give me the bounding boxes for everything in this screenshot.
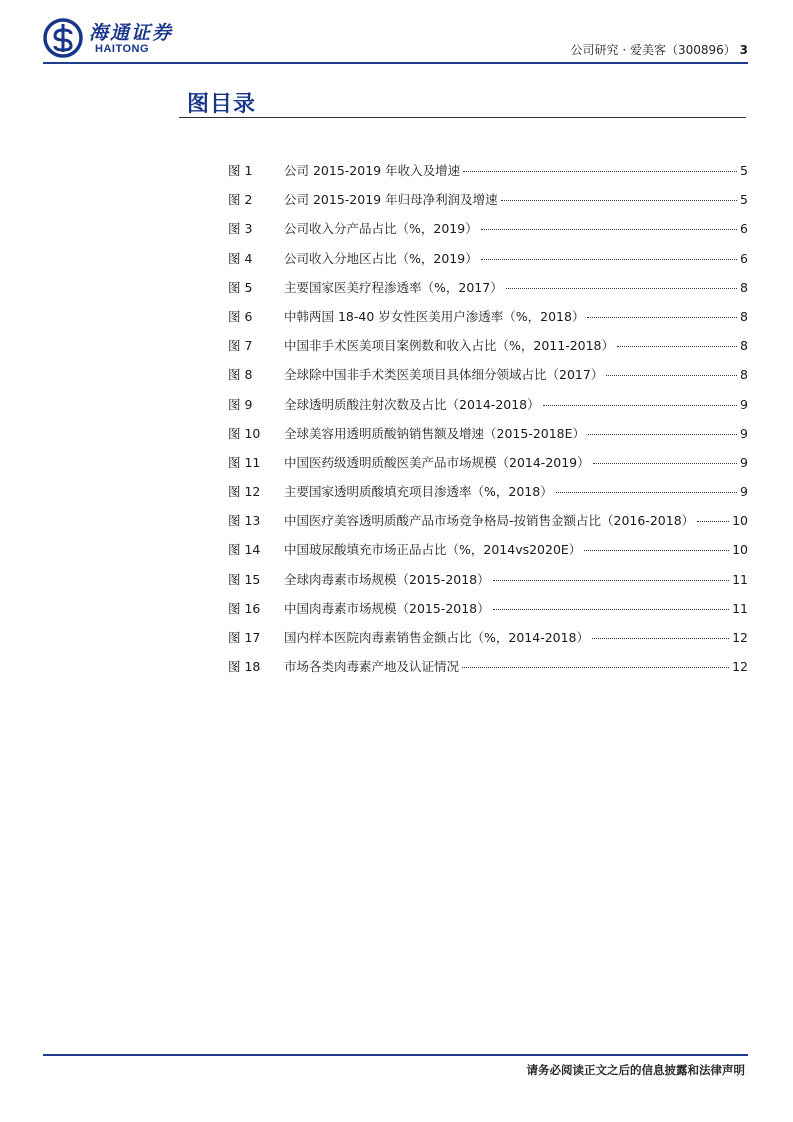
footer-divider	[43, 1054, 748, 1056]
toc-entry-label: 图 5	[228, 279, 253, 295]
toc-entry-title: 中国肉毒素市场规模（2015-2018）	[284, 600, 490, 616]
toc-entry[interactable]	[228, 249, 748, 278]
toc-entry[interactable]	[228, 219, 748, 248]
toc-entry-page: 6	[740, 221, 748, 237]
logo-english-name: HAITONG	[95, 43, 150, 55]
toc-entry-title: 主要国家医美疗程渗透率（%，2017）	[284, 279, 503, 295]
toc-entry-page: 11	[732, 600, 748, 616]
toc-entry[interactable]	[228, 365, 748, 394]
toc-title: 图目录	[187, 92, 257, 117]
toc-entry-title: 中国玻尿酸填充市场正品占比（%，2014vs2020E）	[284, 542, 582, 558]
toc-leader-dots	[588, 434, 737, 435]
toc-entry[interactable]	[228, 278, 748, 307]
toc-entry[interactable]	[228, 540, 748, 569]
header-divider	[43, 62, 748, 64]
toc-entry-page: 9	[740, 425, 748, 441]
toc-entry-label: 图 9	[228, 396, 253, 412]
page-number: 3	[739, 43, 748, 57]
toc-entry-page: 8	[740, 338, 748, 354]
toc-entry-title: 全球透明质酸注射次数及占比（2014-2018）	[284, 396, 540, 412]
toc-entry-label: 图 8	[228, 367, 253, 383]
toc-entry-label: 图 11	[228, 454, 261, 470]
company-logo	[43, 16, 193, 60]
toc-entry-label: 图 4	[228, 250, 253, 266]
toc-leader-dots	[606, 375, 737, 376]
toc-entry[interactable]	[228, 628, 748, 657]
title-divider	[179, 117, 746, 118]
figure-list	[228, 161, 748, 686]
toc-entry-label: 图 13	[228, 513, 261, 529]
toc-entry-page: 9	[740, 396, 748, 412]
toc-leader-dots	[593, 463, 737, 464]
toc-entry-title: 国内样本医院肉毒素销售金额占比（%，2014-2018）	[284, 630, 590, 645]
toc-entry-label: 图 15	[228, 571, 261, 587]
toc-leader-dots	[697, 521, 729, 522]
toc-entry-title: 中国医疗美容透明质酸产品市场竞争格局-按销售金额占比（2016-2018）	[284, 513, 695, 529]
toc-entry-title: 全球除中国非手术类医美项目具体细分领域占比（2017）	[284, 367, 604, 383]
toc-entry[interactable]	[228, 336, 748, 365]
toc-leader-dots	[587, 317, 737, 318]
toc-entry-title: 市场各类肉毒素产地及认证情况	[284, 659, 460, 675]
toc-leader-dots	[617, 346, 737, 347]
toc-entry-page: 12	[732, 659, 748, 675]
toc-leader-dots	[543, 405, 737, 406]
toc-entry[interactable]	[228, 657, 748, 686]
toc-entry-title: 公司 2015-2019 年归母净利润及增速	[284, 192, 498, 208]
toc-entry-page: 8	[740, 367, 748, 383]
logo-chinese-name: 海通证券	[89, 22, 174, 44]
toc-entry-page: 9	[740, 454, 748, 470]
toc-entry-page: 10	[732, 542, 748, 558]
toc-entry-label: 图 16	[228, 600, 261, 616]
toc-leader-dots	[493, 609, 729, 610]
toc-entry-page: 8	[740, 279, 748, 295]
toc-leader-dots	[463, 171, 737, 172]
toc-entry-title: 公司收入分地区占比（%，2019）	[284, 250, 478, 266]
toc-entry[interactable]	[228, 599, 748, 628]
report-info: 公司研究 · 爱美客（300896）	[570, 43, 736, 57]
toc-entry-label: 图 12	[228, 484, 261, 500]
toc-leader-dots	[481, 259, 737, 260]
toc-leader-dots	[556, 492, 737, 493]
toc-entry[interactable]	[228, 190, 748, 219]
toc-leader-dots	[584, 550, 729, 551]
toc-leader-dots	[592, 638, 729, 639]
toc-entry[interactable]	[228, 307, 748, 336]
toc-entry-title: 全球肉毒素市场规模（2015-2018）	[284, 571, 490, 587]
toc-leader-dots	[493, 580, 729, 581]
toc-leader-dots	[506, 288, 737, 289]
toc-entry-label: 图 3	[228, 221, 253, 237]
toc-leader-dots	[501, 200, 737, 201]
toc-entry-title: 公司 2015-2019 年收入及增速	[284, 163, 461, 178]
haitong-logo-icon	[43, 18, 83, 58]
toc-entry-title: 全球美容用透明质酸钠销售额及增速（2015-2018E）	[284, 425, 586, 441]
toc-entry-title: 公司收入分产品占比（%，2019）	[284, 221, 478, 237]
toc-entry-title: 中韩两国 18-40 岁女性医美用户渗透率（%，2018）	[284, 308, 585, 324]
toc-entry-title: 主要国家透明质酸填充项目渗透率（%，2018）	[284, 484, 553, 500]
footer-disclaimer: 请务必阅读正文之后的信息披露和法律声明	[526, 1063, 745, 1077]
toc-entry[interactable]	[228, 482, 748, 511]
toc-entry-page: 6	[740, 250, 748, 266]
toc-leader-dots	[462, 667, 729, 668]
toc-entry[interactable]	[228, 570, 748, 599]
toc-entry-label: 图 17	[228, 630, 261, 645]
toc-leader-dots	[481, 229, 737, 230]
toc-entry-page: 5	[740, 163, 748, 178]
toc-entry-title: 中国非手术医美项目案例数和收入占比（%，2011-2018）	[284, 338, 615, 354]
toc-entry-label: 图 18	[228, 659, 261, 675]
report-header-info	[571, 41, 748, 58]
toc-entry[interactable]	[228, 424, 748, 453]
toc-entry[interactable]	[228, 511, 748, 540]
toc-entry[interactable]	[228, 161, 748, 190]
toc-entry-label: 图 2	[228, 192, 253, 208]
toc-entry[interactable]	[228, 453, 748, 482]
toc-entry-page: 10	[732, 513, 748, 529]
toc-entry-label: 图 10	[228, 425, 261, 441]
toc-entry-page: 12	[732, 630, 748, 645]
toc-entry-page: 5	[740, 192, 748, 208]
toc-entry-page: 9	[740, 484, 748, 500]
toc-entry-title: 中国医药级透明质酸医美产品市场规模（2014-2019）	[284, 454, 590, 470]
toc-entry-page: 11	[732, 571, 748, 587]
toc-entry-label: 图 6	[228, 308, 253, 324]
toc-entry[interactable]	[228, 395, 748, 424]
toc-entry-label: 图 7	[228, 338, 253, 354]
toc-entry-page: 8	[740, 308, 748, 324]
toc-entry-label: 图 1	[228, 163, 253, 178]
toc-entry-label: 图 14	[228, 542, 261, 558]
